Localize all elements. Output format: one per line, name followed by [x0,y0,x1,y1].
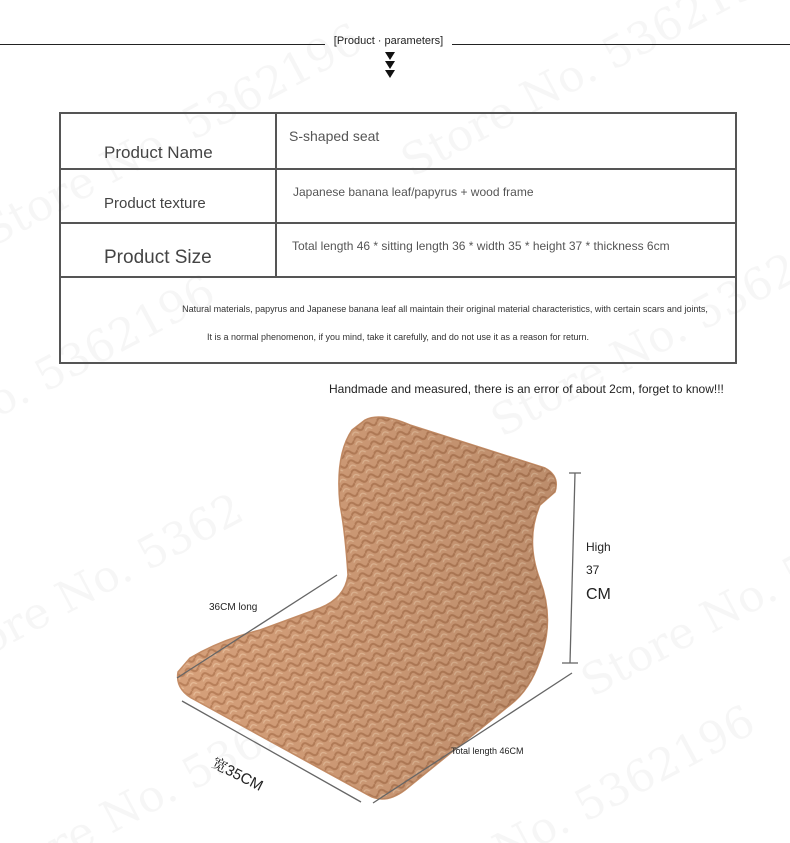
row-label: Product Size [61,224,277,276]
section-title: [Product · parameters] [333,35,444,47]
material-note: Natural materials, papyrus and Japanese banana leaf all maintain their original material characteristics, with certain scars and joints, [182,304,708,314]
height-unit-label: CM [586,586,611,603]
total-length-label: Total length 46CM [451,746,524,756]
height-value-label: 37 [586,563,600,577]
row-value: Japanese banana leaf/papyrus + wood frame [293,185,534,199]
seat-length-label: 36CM long [209,602,258,613]
row-label: Product Name [61,114,277,168]
row-label: Product texture [61,170,277,222]
return-note: It is a normal phenomenon, if you mind, take it carefully, and do not use it as a reason for return. [206,332,590,342]
width-label: 宽35CM [208,754,266,795]
row-value: S-shaped seat [289,128,380,144]
measurement-disclaimer: Handmade and measured, there is an error of about 2cm, forget to know!!! [329,382,724,396]
row-value: Total length 46 * sitting length 36 * width 35 * height 37 * thickness 6cm [292,239,670,253]
height-word-label: High [586,540,611,554]
